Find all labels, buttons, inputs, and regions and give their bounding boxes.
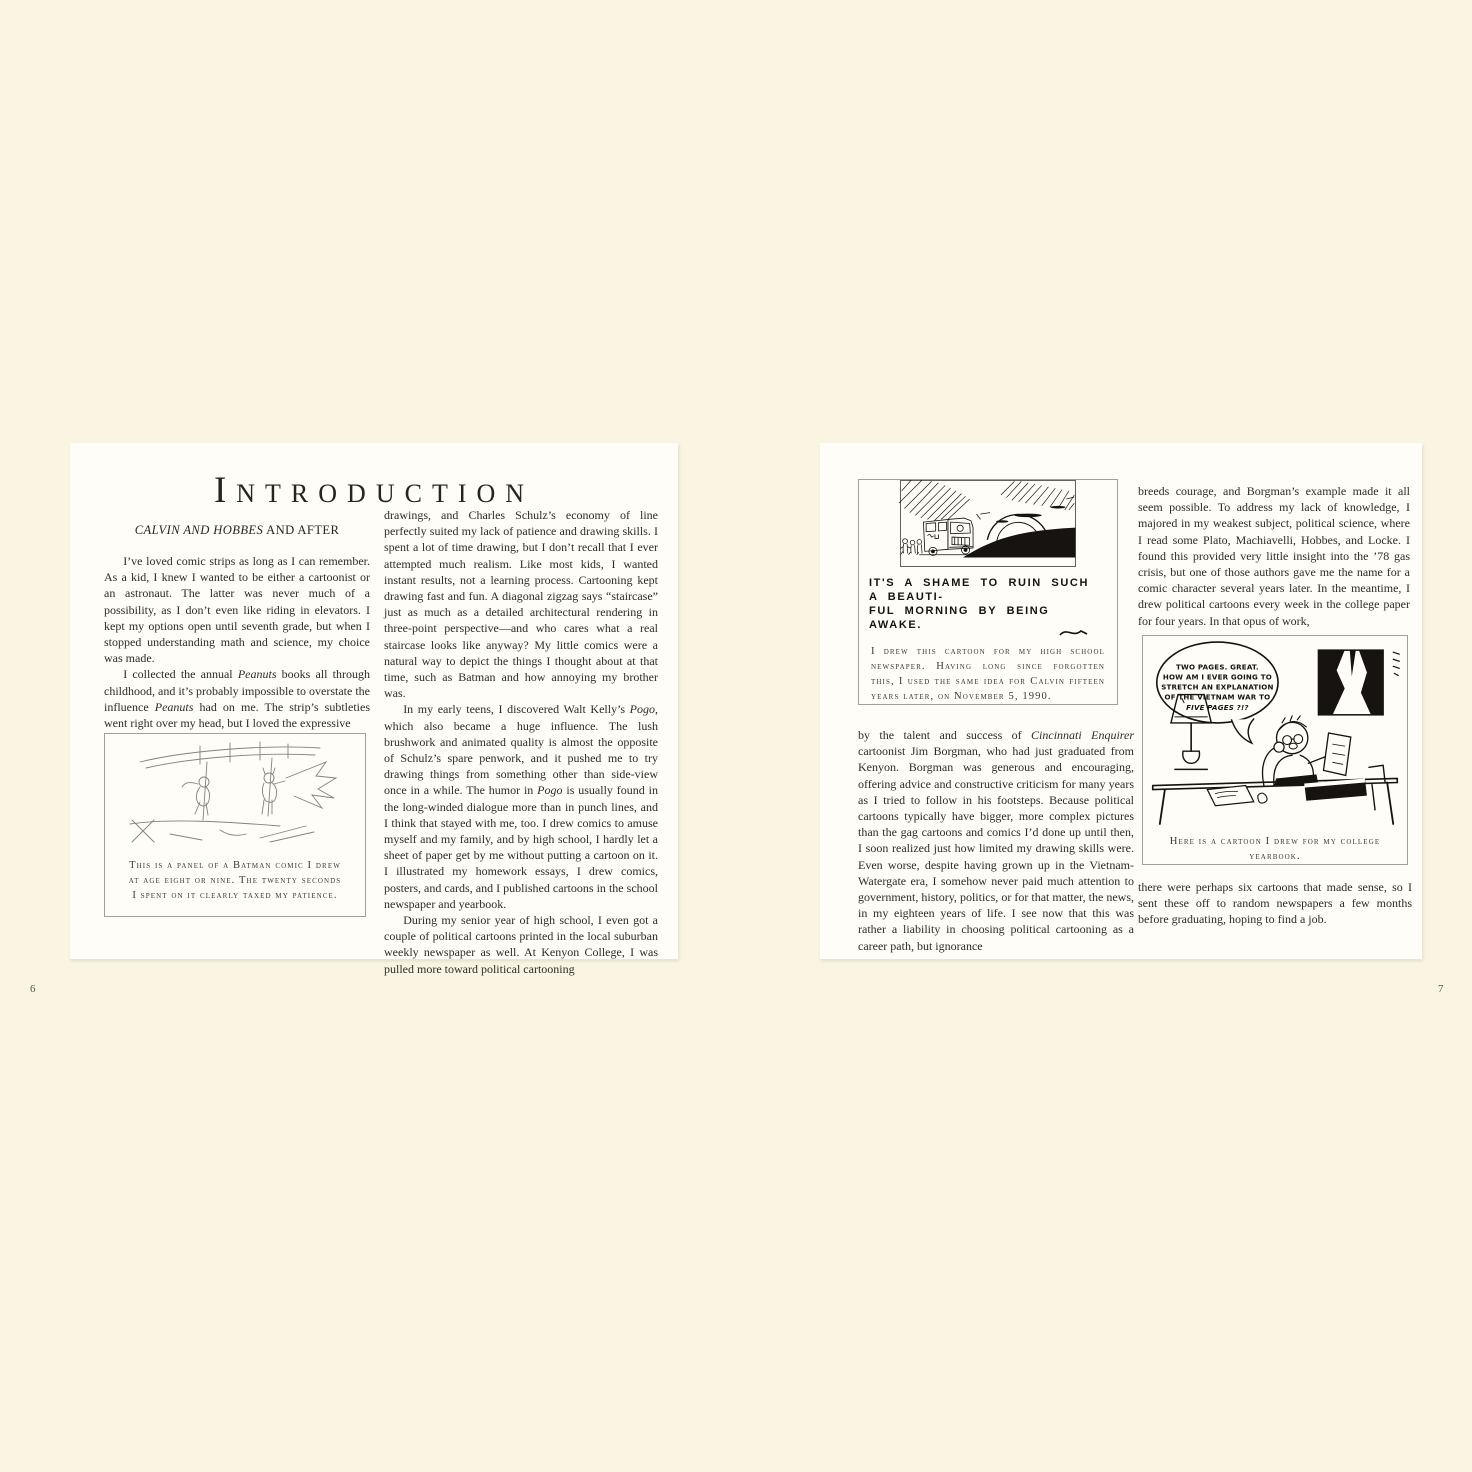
paragraph: drawings, and Charles Schulz’s economy of line perfectly suited my lack of patience and drawing skills. I spent a lot of time drawing, but I don’t recall that I ever attempted much realism. Like most kids, I wanted instant results, not a learning process. Cartooning kept drawing fast and fun. A diagonal zigzag says “staircase” just as much as a detailed architectural rendering in three-point perspective—and who cares what a real staircase looks like anyway? My little comics were a natural way to depict the things I thought about at that time, such as Batman and how annoying my brother was. xyxy=(384,508,658,701)
bus-figure-caption: I drew this cartoon for my high school newspaper. Having long since forgotten this, I used the same idea for Calvin fifteen years later, on November 5, 1990. xyxy=(871,646,1105,702)
paragraph: During my senior year of high school, I even got a couple of political cartoons printed in the local suburban weekly newspaper as well. At Kenyon College, I was pulled more toward political cartooning xyxy=(384,913,658,976)
paragraph: by the talent and success of Cincinnati Enquirer cartoonist Jim Borgman, who had just graduated from Kenyon. Borgman was generous and encouraging, offering advice and constructive criticism for many years as I tried to follow in his footsteps. Because political cartoons typically have bigger, more complex pictures than the gag cartoons and comics I’d done up until then, I soon realized just how limited my drawing skills were. Even worse, despite having grown up in the Vietnam-Watergate era, I somehow never paid much attention to government, history, politics, or for that matter, the news, in my eighteen years of life. I see now that this was rather a liability in choosing political cartooning as a career path, but ignorance xyxy=(858,728,1134,953)
paragraph: there were perhaps six cartoons that made sense, so I sent these off to random newspapers a few months before graduating, hoping to find a job. xyxy=(1138,880,1412,927)
left-page-column-2 xyxy=(384,507,658,977)
left-page xyxy=(70,443,678,976)
right-page-column-2-bottom xyxy=(1138,879,1412,928)
section-subtitle xyxy=(104,523,370,538)
yearbook-cartoon-figure xyxy=(1142,635,1408,865)
right-page xyxy=(820,443,1422,959)
college-yearbook-illustration xyxy=(1143,636,1407,830)
bus-cartoon-hand-caption-line2: FUL MORNING BY BEING AWAKE. xyxy=(869,605,1050,631)
batman-figure-caption: This is a panel of a Batman comic I drew at age eight or nine. The twenty seconds I spent on it clearly taxed my patience. xyxy=(128,860,342,901)
right-page-column-1 xyxy=(858,727,1134,954)
bus-cartoon-hand-caption-line1: IT'S A SHAME TO RUIN SUCH A BEAUTI- xyxy=(869,577,1089,603)
speech-bubble-line: FIVE PAGES ?!? xyxy=(1186,702,1249,712)
page-number-right: 7 xyxy=(1438,983,1444,995)
speech-bubble-line: STRETCH AN EXPLANATION xyxy=(1161,682,1274,692)
yearbook-figure-caption: Here is a cartoon I drew for my college yearbook. xyxy=(1169,836,1381,862)
subtitle-roman-part: AND AFTER xyxy=(263,523,340,537)
paragraph: In my early teens, I discovered Walt Kelly’s Pogo, which also became a huge influence. The lush brushwork and animated quality is almost the opposite of Schulz’s spare penwork, and it pushed me to try drawing things from something other than side-view once in a while. The humor in Pogo is usually found in the long-winded dialogue more than in punch lines, and I think that stayed with me, too. I drew comics to amuse myself and my family, and by high school, I hardly let a sheet of paper get by me without putting a cartoon on it. I illustrated my homework essays, I drew comics, posters, and cards, and I published cartoons in the school newspaper and yearbook. xyxy=(384,702,658,911)
paragraph: breeds courage, and Borgman’s example made it all seem possible. To address my lack of knowledge, I majored in my weakest subject, political science, where I read some Plato, Machiavelli, Hobbes, and Locke. I found this provided very little insight into the ’78 gas crisis, but one of those authors gave me the name for a comic character several years later. In the meantime, I drew political cartoons every week in the college paper for four years. In that opus of work, xyxy=(1138,484,1410,628)
paragraph: I collected the annual Peanuts books all through childhood, and it’s probably impossible to overstate the influence Peanuts had on me. The strip’s subtleties went right over my head, but I loved the expressive xyxy=(104,667,371,731)
speech-bubble-line: TWO PAGES. GREAT. xyxy=(1176,662,1259,672)
left-page-column-1 xyxy=(104,553,370,731)
school-bus-figure xyxy=(858,479,1118,705)
right-page-column-2-top xyxy=(1138,483,1410,629)
page-number-left: 6 xyxy=(30,983,36,995)
school-bus-sunrise-illustration xyxy=(859,480,1117,568)
subtitle-italic-part: CALVIN AND HOBBES xyxy=(134,523,264,537)
speech-bubble-line: OF THE VIETNAM WAR TO xyxy=(1164,692,1271,702)
batman-sketch-illustration xyxy=(105,734,365,852)
speech-bubble-line: HOW AM I EVER GOING TO xyxy=(1162,672,1272,682)
paragraph: I’ve loved comic strips as long as I can remember. As a kid, I knew I wanted to be either a cartoonist or an astronaut. The latter was never much of a possibility, as I don’t even like riding in elevators. I kept my options open until seventh grade, but when I stopped understanding math and science, my choice was made. xyxy=(104,554,370,666)
artist-signature-squiggle xyxy=(1059,628,1089,638)
page-title: Introduction xyxy=(213,470,535,511)
batman-sketch-figure xyxy=(104,733,366,917)
